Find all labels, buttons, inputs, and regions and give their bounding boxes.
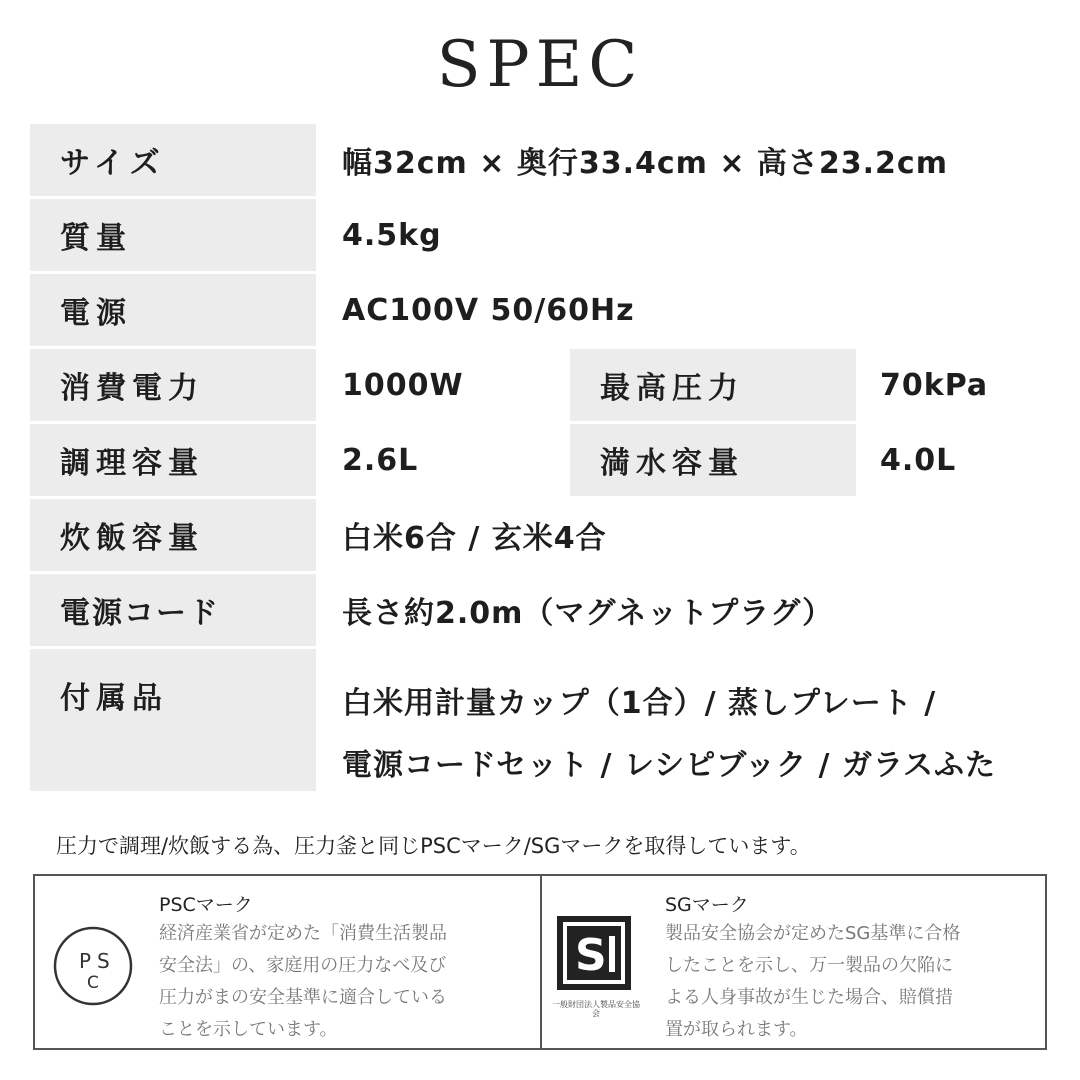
spec-label-power: 電源 (30, 274, 316, 346)
sg-desc-line: 製品安全協会が定めたSG基準に合格 (665, 923, 961, 944)
spec-value-power: AC100V 50/60Hz (342, 292, 635, 328)
certification-box (33, 874, 1047, 1050)
spec-label-cord: 電源コード (30, 574, 316, 646)
spec-label-consumption: 消費電力 (30, 349, 316, 421)
psc-title: PSCマーク (159, 894, 253, 916)
sg-logo-text: S (575, 930, 607, 981)
spec-value-cook-capacity: 2.6L (342, 442, 419, 478)
sg-logo-caption: 一般財団法人製品安全協会 (552, 1000, 640, 1018)
spec-value-cord: 長さ約2.0m（マグネットプラグ） (342, 596, 834, 631)
spec-value-weight: 4.5kg (342, 217, 442, 253)
spec-label-weight: 質量 (30, 199, 316, 271)
spec-value-rice-capacity: 白米6合 / 玄米4合 (342, 521, 607, 556)
spec-value-accessories (320, 649, 1060, 791)
accessories-line-2: 電源コードセット / レシピブック / ガラスふた (342, 748, 997, 783)
sg-desc-line: 置が取られます。 (665, 1019, 808, 1040)
spec-value-max-pressure: 70kPa (880, 367, 989, 403)
spec-label-size: サイズ (30, 124, 316, 196)
sg-desc-line: したことを示し、万一製品の欠陥に (665, 955, 953, 976)
page-title: SPEC (436, 28, 644, 102)
psc-logo-c: C (87, 973, 99, 993)
spec-label-cook-capacity: 調理容量 (30, 424, 316, 496)
accessories-line-1: 白米用計量カップ（1合）/ 蒸しプレート / (342, 686, 937, 721)
box-divider (540, 876, 542, 1048)
psc-desc-line: 圧力がまの安全基準に適合している (159, 987, 447, 1008)
spec-label-full-water: 満水容量 (570, 424, 856, 496)
psc-logo-p: P (79, 949, 92, 973)
sg-mark-icon (555, 914, 633, 992)
sg-title: SGマーク (665, 894, 749, 916)
spec-value-full-water: 4.0L (880, 442, 957, 478)
spec-label-rice-capacity: 炊飯容量 (30, 499, 316, 571)
psc-logo-s: S (97, 949, 110, 973)
psc-mark-icon (51, 924, 135, 1008)
spec-label-accessories: 付属品 (30, 649, 316, 791)
sg-desc-line: よる人身事故が生じた場合、賠償措 (665, 987, 953, 1008)
sg-description (665, 918, 960, 1046)
psc-desc-line: 安全法」の、家庭用の圧力なべ及び (159, 955, 447, 976)
psc-desc-line: ことを示しています。 (159, 1019, 338, 1040)
spec-label-max-pressure: 最高圧力 (570, 349, 856, 421)
psc-description (159, 918, 447, 1046)
psc-desc-line: 経済産業省が定めた「消費生活製品 (159, 923, 447, 944)
spec-value-consumption: 1000W (342, 367, 464, 403)
certification-note: 圧力で調理/炊飯する為、圧力釜と同じPSCマーク/SGマークを取得しています。 (56, 834, 811, 858)
spec-value-size: 幅32cm × 奥行33.4cm × 高さ23.2cm (342, 146, 948, 181)
